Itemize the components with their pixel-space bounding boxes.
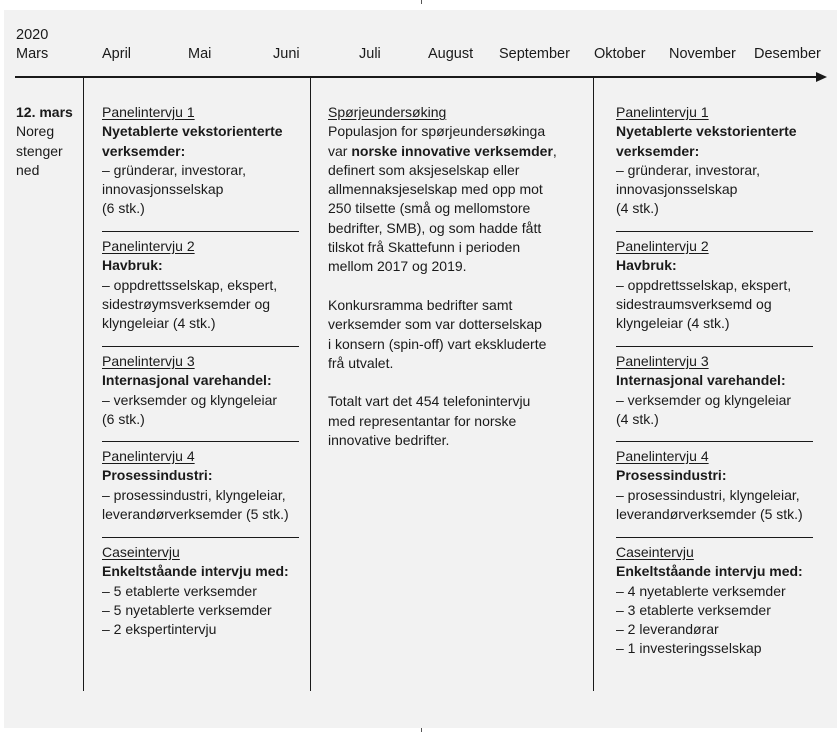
event-text-line: Noreg	[16, 123, 55, 140]
month-august: August	[428, 46, 474, 62]
section-title: Panelintervju 3	[616, 353, 709, 369]
round2-panel2	[616, 237, 828, 333]
section-line: – 4 nyetablerte verksemder	[616, 582, 786, 599]
section-line: – gründerar, investorar,	[102, 161, 246, 178]
event-date: 12. mars	[16, 104, 73, 120]
survey-line: definert som aksjeselskap eller	[328, 161, 520, 178]
survey-line: mellom 2017 og 2019.	[328, 258, 467, 275]
section-divider	[616, 537, 813, 538]
section-subtitle: verksemder:	[102, 142, 186, 159]
section-line: – verksemder og klyngeleiar	[616, 391, 792, 408]
divider-oktober	[593, 77, 594, 691]
survey-text: ,	[552, 142, 557, 159]
section-line: leverandørverksemder (5 stk.)	[102, 505, 289, 522]
section-subtitle: Prosessindustri:	[616, 467, 727, 484]
round1-panel4	[102, 447, 302, 524]
section-line: leverandørverksemder (5 stk.)	[616, 505, 803, 522]
section-divider	[102, 231, 299, 232]
round1-panel1	[102, 103, 302, 219]
section-line: – oppdrettsselskap, ekspert,	[102, 276, 278, 293]
survey-paragraph-3	[328, 392, 576, 450]
section-line: – 5 nyetablerte verksemder	[102, 601, 272, 618]
survey-paragraph-2	[328, 296, 576, 373]
section-divider	[616, 441, 813, 442]
section-line: sidestrøymsverksemder og	[102, 295, 271, 312]
section-title: Caseintervju	[616, 544, 694, 560]
section-title: Panelintervju 2	[616, 238, 709, 254]
survey-line: i konsern (spin-off) vart ekskluderte	[328, 335, 547, 352]
survey-line	[328, 142, 576, 161]
section-line: – gründerar, investorar,	[616, 161, 760, 178]
section-line: klyngeleiar (4 stk.)	[102, 315, 216, 332]
round2-panel3	[616, 352, 828, 429]
timeline-year: 2020	[16, 27, 49, 43]
section-title: Panelintervju 1	[616, 104, 709, 120]
divider-april	[83, 77, 84, 691]
section-line: – 5 etablerte verksemder	[102, 582, 257, 599]
survey-text: var	[328, 142, 352, 159]
month-juni: Juni	[273, 46, 300, 62]
month-september: September	[499, 46, 570, 62]
section-line: innovasjonsselskap	[616, 181, 738, 198]
section-subtitle: Prosessindustri:	[102, 467, 213, 484]
month-juli: Juli	[359, 46, 381, 62]
section-title: Panelintervju 1	[102, 104, 195, 120]
section-line: – prosessindustri, klyngeleiar,	[102, 486, 286, 503]
month-mai: Mai	[188, 46, 212, 62]
section-line: klyngeleiar (4 stk.)	[616, 315, 730, 332]
top-tick-mark	[421, 0, 422, 4]
survey-line: Totalt vart det 454 telefonintervju	[328, 393, 531, 410]
section-line: – 2 ekspertintervju	[102, 621, 217, 638]
section-line: innovasjonsselskap	[102, 181, 224, 198]
survey-column	[328, 103, 576, 470]
survey-line: tilskot frå Skattefunn i perioden	[328, 239, 521, 256]
divider-juli	[310, 77, 311, 691]
section-subtitle: Internasjonal varehandel:	[616, 372, 786, 389]
section-line: (4 stk.)	[616, 200, 659, 217]
section-divider	[102, 346, 299, 347]
round2-caseinterviews	[616, 543, 828, 659]
survey-line: verksemder som var dotterselskap	[328, 316, 542, 333]
month-oktober: Oktober	[594, 46, 646, 62]
section-divider	[616, 231, 813, 232]
section-subtitle: Nyetablerte vekstorienterte	[102, 123, 283, 140]
survey-title: Spørjeundersøking	[328, 104, 447, 120]
round2-panel4	[616, 447, 828, 524]
bottom-tick-mark	[421, 728, 422, 732]
timeline-arrow-icon	[816, 72, 827, 82]
event-text-line: stenger	[16, 142, 63, 159]
section-title: Panelintervju 2	[102, 238, 195, 254]
month-mars: Mars	[16, 46, 49, 62]
section-title: Panelintervju 4	[616, 448, 709, 464]
section-subtitle: Enkeltståande intervju med:	[616, 563, 803, 580]
survey-emphasis: norske innovative verksemder	[351, 142, 553, 159]
section-line: – oppdrettsselskap, ekspert,	[616, 276, 792, 293]
section-line: (4 stk.)	[616, 410, 659, 427]
survey-line: innovative bedrifter.	[328, 432, 450, 449]
month-desember: Desember	[754, 46, 821, 62]
survey-line: allmennaksjeselskap med opp mot	[328, 181, 543, 198]
month-april: April	[102, 46, 132, 62]
round1-panel2	[102, 237, 302, 333]
survey-line: Konkursramma bedrifter samt	[328, 296, 513, 313]
round1-panel3	[102, 352, 302, 429]
event-text-line: ned	[16, 161, 40, 178]
section-divider	[102, 441, 299, 442]
section-subtitle: Havbruk:	[102, 257, 163, 274]
survey-paragraph-1	[328, 122, 576, 276]
survey-line: frå utvalet.	[328, 354, 394, 371]
section-title: Panelintervju 3	[102, 353, 195, 369]
section-subtitle: Havbruk:	[616, 257, 677, 274]
section-subtitle: Nyetablerte vekstorienterte	[616, 123, 797, 140]
section-line: – 3 etablerte verksemder	[616, 601, 771, 618]
event-note	[16, 103, 78, 180]
section-subtitle: Internasjonal varehandel:	[102, 372, 272, 389]
survey-line: 250 tilsette (små og mellomstore	[328, 200, 531, 217]
section-subtitle: verksemder:	[616, 142, 700, 159]
section-subtitle: Enkeltståande intervju med:	[102, 563, 289, 580]
section-line: – prosessindustri, klyngeleiar,	[616, 486, 800, 503]
section-line: (6 stk.)	[102, 200, 145, 217]
section-divider	[102, 537, 299, 538]
section-line: (6 stk.)	[102, 410, 145, 427]
survey-line: Populasjon for spørjeundersøkinga	[328, 123, 546, 140]
section-divider	[616, 346, 813, 347]
round2-panel1	[616, 103, 828, 219]
survey-line: med representantar for norske	[328, 412, 517, 429]
section-line: – verksemder og klyngeleiar	[102, 391, 278, 408]
section-line: – 1 investeringsselskap	[616, 640, 762, 657]
section-line: – 2 leverandørar	[616, 621, 719, 638]
section-title: Panelintervju 4	[102, 448, 195, 464]
round1-caseinterviews	[102, 543, 302, 639]
section-title: Caseintervju	[102, 544, 180, 560]
survey-line: bedrifter, SMB), og som hadde fått	[328, 219, 542, 236]
section-line: sidestraumsverksemd og	[616, 295, 772, 312]
month-november: November	[669, 46, 736, 62]
timeline-axis	[15, 76, 822, 78]
